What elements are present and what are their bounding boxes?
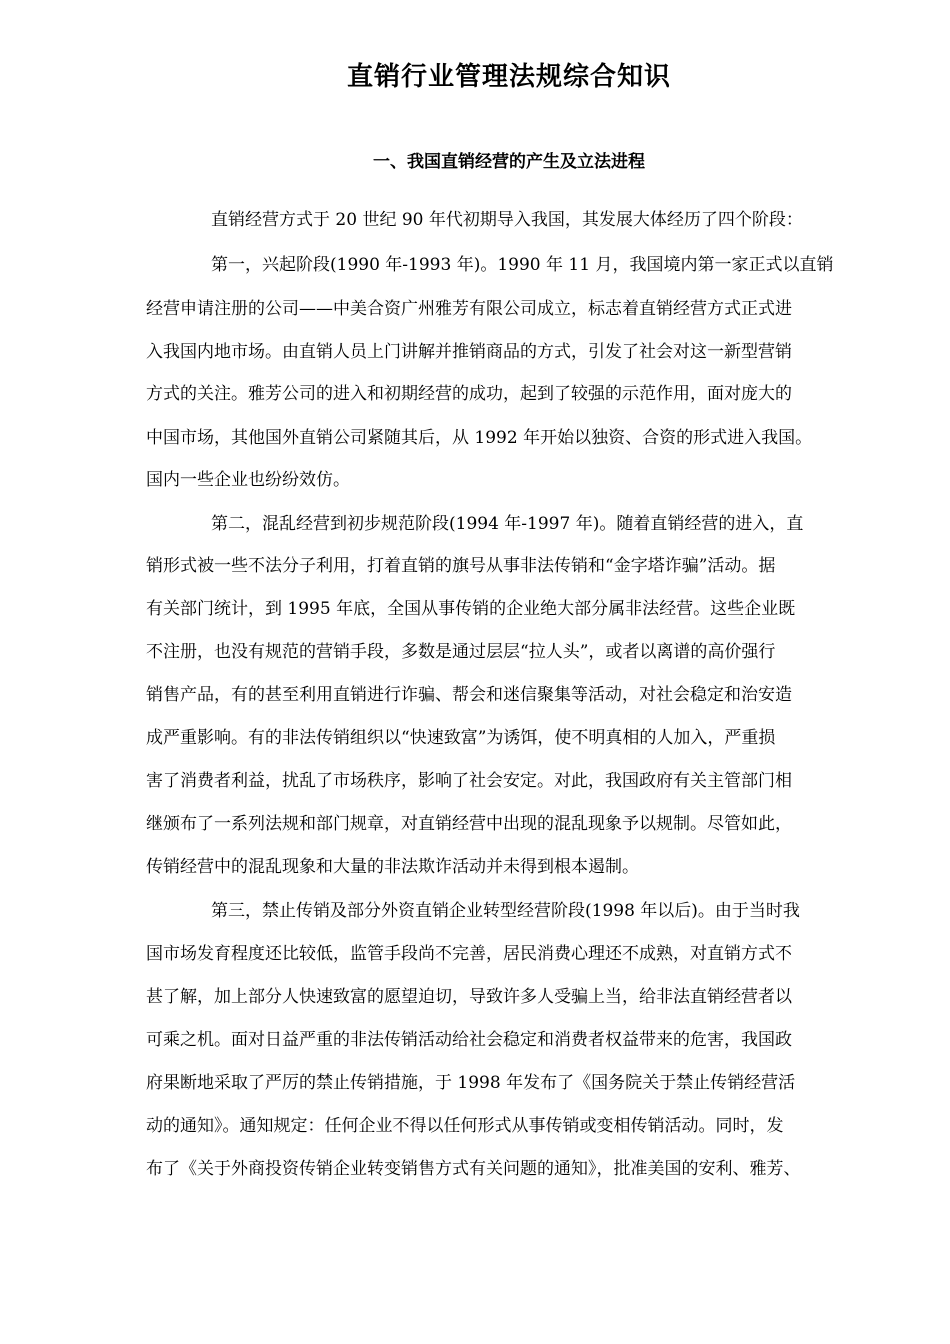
paragraph-line: 成严重影响。有的非法传销组织以“快速致富”为诱饵，使不明真相的人加入，严重损 bbox=[146, 728, 776, 748]
paragraph-line: 销形式被一些不法分子利用，打着直销的旗号从事非法传销和“金字塔诈骗”活动。据 bbox=[146, 556, 776, 576]
paragraph-line: 可乘之机。面对日益严重的非法传销活动给社会稳定和消费者权益带来的危害，我国政 bbox=[146, 1030, 792, 1050]
paragraph-line: 不注册，也没有规范的营销手段，多数是通过层层“拉人头”，或者以离谱的高价强行 bbox=[146, 642, 776, 662]
paragraph-line: 害了消费者利益，扰乱了市场秩序，影响了社会安定。对此，我国政府有关主管部门相 bbox=[146, 771, 792, 791]
section-heading: 一、我国直销经营的产生及立法进程 bbox=[373, 152, 645, 172]
paragraph-line: 第二，混乱经营到初步规范阶段(1994 年-1997 年)。随着直销经营的进入，直 bbox=[211, 514, 804, 534]
paragraph-line: 直销经营方式于 20 世纪 90 年代初期导入我国，其发展大体经历了四个阶段： bbox=[211, 210, 803, 230]
paragraph-line: 甚了解，加上部分人快速致富的愿望迫切，导致许多人受骗上当，给非法直销经营者以 bbox=[146, 987, 792, 1007]
paragraph-line: 方式的关注。雅芳公司的进入和初期经营的成功，起到了较强的示范作用，面对庞大的 bbox=[146, 384, 792, 404]
paragraph-line: 布了《关于外商投资传销企业转变销售方式有关问题的通知》，批准美国的安利、雅芳、 bbox=[146, 1159, 801, 1179]
paragraph-line: 入我国内地市场。由直销人员上门讲解并推销商品的方式，引发了社会对这一新型营销 bbox=[146, 342, 792, 362]
paragraph-line: 府果断地采取了严厉的禁止传销措施，于 1998 年发布了《国务院关于禁止传销经营活 bbox=[146, 1073, 796, 1093]
paragraph-line: 继颁布了一系列法规和部门规章，对直销经营中出现的混乱现象予以规制。尽管如此， bbox=[146, 814, 792, 834]
document-title: 直销行业管理法规综合知识 bbox=[346, 62, 671, 92]
paragraph-line: 第三，禁止传销及部分外资直销企业转型经营阶段(1998 年以后)。由于当时我 bbox=[211, 901, 800, 921]
paragraph-line: 第一，兴起阶段(1990 年-1993 年)。1990 年 11 月，我国境内第一家正式以直销 bbox=[211, 255, 834, 275]
paragraph-line: 经营申请注册的公司——中美合资广州雅芳有限公司成立，标志着直销经营方式正式进 bbox=[146, 299, 792, 319]
paragraph-line: 有关部门统计，到 1995 年底，全国从事传销的企业绝大部分属非法经营。这些企业既 bbox=[146, 599, 796, 619]
paragraph-line: 销售产品，有的甚至利用直销进行诈骗、帮会和迷信聚集等活动，对社会稳定和治安造 bbox=[146, 685, 792, 705]
paragraph-line: 传销经营中的混乱现象和大量的非法欺诈活动并未得到根本遏制。 bbox=[146, 857, 639, 877]
paragraph-line: 国市场发育程度还比较低，监管手段尚不完善，居民消费心理还不成熟，对直销方式不 bbox=[146, 944, 792, 964]
paragraph-line: 中国市场，其他国外直销公司紧随其后，从 1992 年开始以独资、合资的形式进入我国。 bbox=[146, 428, 813, 448]
paragraph-line: 国内一些企业也纷纷效仿。 bbox=[146, 470, 350, 490]
paragraph-line: 动的通知》。通知规定：任何企业不得以任何形式从事传销或变相传销活动。同时，发 bbox=[146, 1116, 784, 1136]
